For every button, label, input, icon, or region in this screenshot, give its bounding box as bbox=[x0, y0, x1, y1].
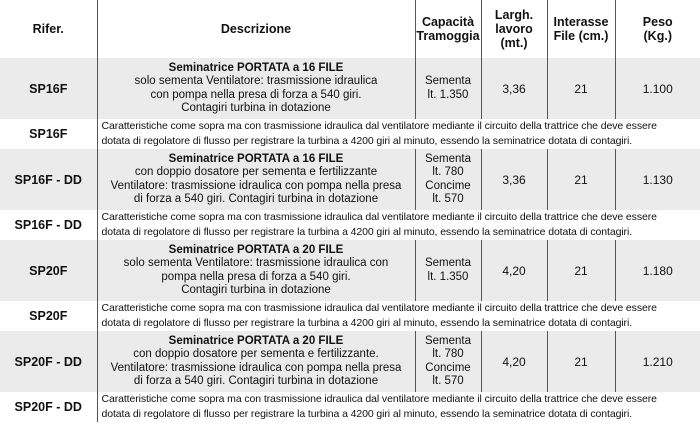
weight: 1.210 bbox=[642, 354, 673, 369]
note-text: Caratteristiche come sopra ma con trasmissione idraulica dal ventilatore mediante il circuito della trattrice che deve essere dotata di regolatore di flusso per registrare la turbina a 4200 giri al minuto, essendo la seminatrice dotata di contagiri. bbox=[101, 211, 657, 238]
note-text: Caratteristiche come sopra ma con trasmissione idraulica dal ventilatore mediante il circuito della trattrice che deve essere dotata di regolatore di flusso per registrare la turbina a 4200 giri al minuto, essendo la seminatrice dotata di contagiri. bbox=[101, 120, 657, 147]
header-interasse: Interasse File (cm.) bbox=[547, 0, 615, 58]
capacity: Sementa lt. 780 Concime lt. 570 bbox=[415, 149, 481, 210]
work-width: 3,36 bbox=[481, 149, 547, 210]
description: Seminatrice PORTATA a 16 FILE con doppio dosatore per sementa e fertilizzante Ventilatore: trasmissione idraulica con pompa nella presa di forza a 540 giri. Contagiri turbina in dotazione bbox=[97, 149, 415, 210]
note-row bbox=[0, 301, 700, 331]
note-ref-code: SP16F - DD bbox=[0, 210, 97, 240]
ref-code: SP16F bbox=[0, 58, 97, 119]
ref-code: SP20F bbox=[0, 240, 97, 301]
table-row bbox=[0, 240, 700, 301]
capacity: Sementa lt. 1.350 bbox=[415, 240, 481, 301]
header-peso: Peso (Kg.) bbox=[642, 15, 673, 43]
capacity: Sementa lt. 1.350 bbox=[415, 58, 481, 119]
weight: 1.180 bbox=[642, 263, 673, 278]
ref-code: SP20F - DD bbox=[0, 331, 97, 392]
weight: 1.130 bbox=[642, 172, 673, 187]
work-width: 4,20 bbox=[481, 331, 547, 392]
row-spacing: 21 bbox=[547, 240, 615, 301]
note-ref-code: SP16F bbox=[0, 119, 97, 149]
header-cap: Capacità Tramoggia bbox=[415, 0, 481, 58]
description: Seminatrice PORTATA a 16 FILE solo sementa Ventilatore: trasmissione idraulica con pompa nella presa di forza a 540 giri. Contagiri turbina in dotazione bbox=[97, 58, 415, 119]
header-largh: Largh. lavoro (mt.) bbox=[481, 0, 547, 58]
description: Seminatrice PORTATA a 20 FILE solo sementa Ventilatore: trasmissione idraulica con pompa nella presa di forza a 540 giri. Contagiri turbina in dotazione bbox=[97, 240, 415, 301]
weight: 1.100 bbox=[642, 81, 673, 96]
description: Seminatrice PORTATA a 20 FILE con doppio dosatore per sementa e fertilizzante. Ventilatore: trasmissione idraulica con pompa nella presa di forza a 540 giri. Contagiri turbina in dotazione bbox=[97, 331, 415, 392]
work-width: 3,36 bbox=[481, 58, 547, 119]
note-ref-code: SP20F bbox=[0, 301, 97, 331]
row-spacing: 21 bbox=[547, 58, 615, 119]
capacity: Sementa lt. 780 Concime lt. 570 bbox=[415, 331, 481, 392]
note-row bbox=[0, 119, 700, 149]
table-row bbox=[0, 149, 700, 210]
table-header bbox=[0, 0, 700, 58]
table-row bbox=[0, 58, 700, 119]
table-row bbox=[0, 331, 700, 392]
work-width: 4,20 bbox=[481, 240, 547, 301]
row-spacing: 21 bbox=[547, 331, 615, 392]
header-desc: Descrizione bbox=[97, 0, 415, 58]
note-row bbox=[0, 392, 700, 422]
row-spacing: 21 bbox=[547, 149, 615, 210]
note-text: Caratteristiche come sopra ma con trasmissione idraulica dal ventilatore mediante il circuito della trattrice che deve essere dotata di regolatore di flusso per registrare la turbina a 4200 giri al minuto, essendo la seminatrice dotata di contagiri. bbox=[101, 393, 657, 420]
note-ref-code: SP20F - DD bbox=[0, 392, 97, 422]
ref-code: SP16F - DD bbox=[0, 149, 97, 210]
note-text: Caratteristiche come sopra ma con trasmissione idraulica dal ventilatore mediante il circuito della trattrice che deve essere dotata di regolatore di flusso per registrare la turbina a 4200 giri al minuto, essendo la seminatrice dotata di contagiri. bbox=[101, 302, 657, 329]
note-row bbox=[0, 210, 700, 240]
header-rif: Rifer. bbox=[0, 0, 97, 58]
